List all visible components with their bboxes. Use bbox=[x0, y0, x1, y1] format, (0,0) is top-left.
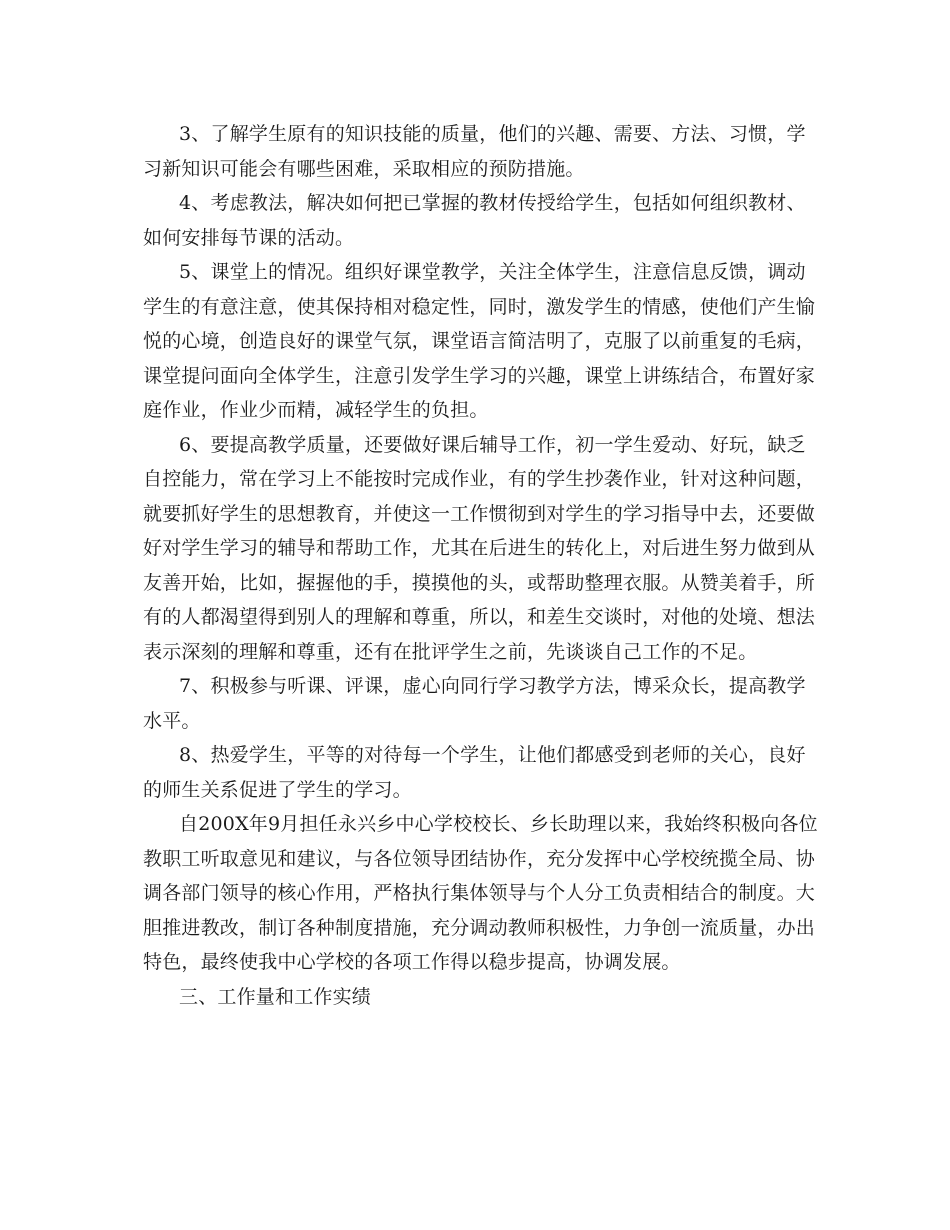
paragraph-item-7: 7、积极参与听课、评课，虚心向同行学习教学方法，博采众长，提高教学水平。 bbox=[143, 675, 806, 732]
paragraph-item-4: 4、考虑教法，解决如何把已掌握的教材传授给学生，包括如何组织教材、如何安排每节课的活动。 bbox=[143, 192, 806, 249]
paragraph-item-5: 5、课堂上的情况。组织好课堂教学，关注全体学生，注意信息反馈，调动学生的有意注意，使其保持相对稳定性，同时，激发学生的情感，使他们产生愉悦的心境，创造良好的课堂气氛，课堂语言简洁明了，克服了以前重复的毛病，课堂提问面向全体学生，注意引发学生学习的兴趣，课堂上讲练结合，布置好家庭作业，作业少而精，减轻学生的负担。 bbox=[143, 261, 816, 421]
paragraph-principal-summary: 自200X年9月担任永兴乡中心学校校长、乡长助理以来，我始终积极向各位教职工听取意见和建议，与各位领导团结协作，充分发挥中心学校统揽全局、协调各部门领导的核心作用，严格执行集体领导与个人分工负责相结合的制度。大胆推进教改，制订各种制度措施，充分调动教师积极性，力争创一流质量，办出特色，最终使我中心学校的各项工作得以稳步提高，协调发展。 bbox=[143, 813, 818, 973]
paragraph-item-6: 6、要提高教学质量，还要做好课后辅导工作，初一学生爱动、好玩，缺乏自控能力，常在学习上不能按时完成作业，有的学生抄袭作业，针对这种问题，就要抓好学生的思想教育，并使这一工作惯彻到对学生的学习指导中去，还要做好对学生学习的辅导和帮助工作，尤其在后进生的转化上，对后进生努力做到从友善开始，比如，握握他的手，摸摸他的头，或帮助整理衣服。从赞美着手，所有的人都渴望得到别人的理解和尊重，所以，和差生交谈时，对他的处境、想法表示深刻的理解和尊重，还有在批评学生之前，先谈谈自己工作的不足。 bbox=[143, 433, 816, 663]
paragraph-item-3: 3、了解学生原有的知识技能的质量，他们的兴趣、需要、方法、习惯，学习新知识可能会有哪些困难，采取相应的预防措施。 bbox=[143, 123, 806, 180]
paragraph-item-8: 8、热爱学生，平等的对待每一个学生，让他们都感受到老师的关心，良好的师生关系促进了学生的学习。 bbox=[143, 744, 806, 801]
document-body bbox=[143, 117, 823, 1014]
section-heading: 三、工作量和工作实绩 bbox=[179, 985, 372, 1008]
